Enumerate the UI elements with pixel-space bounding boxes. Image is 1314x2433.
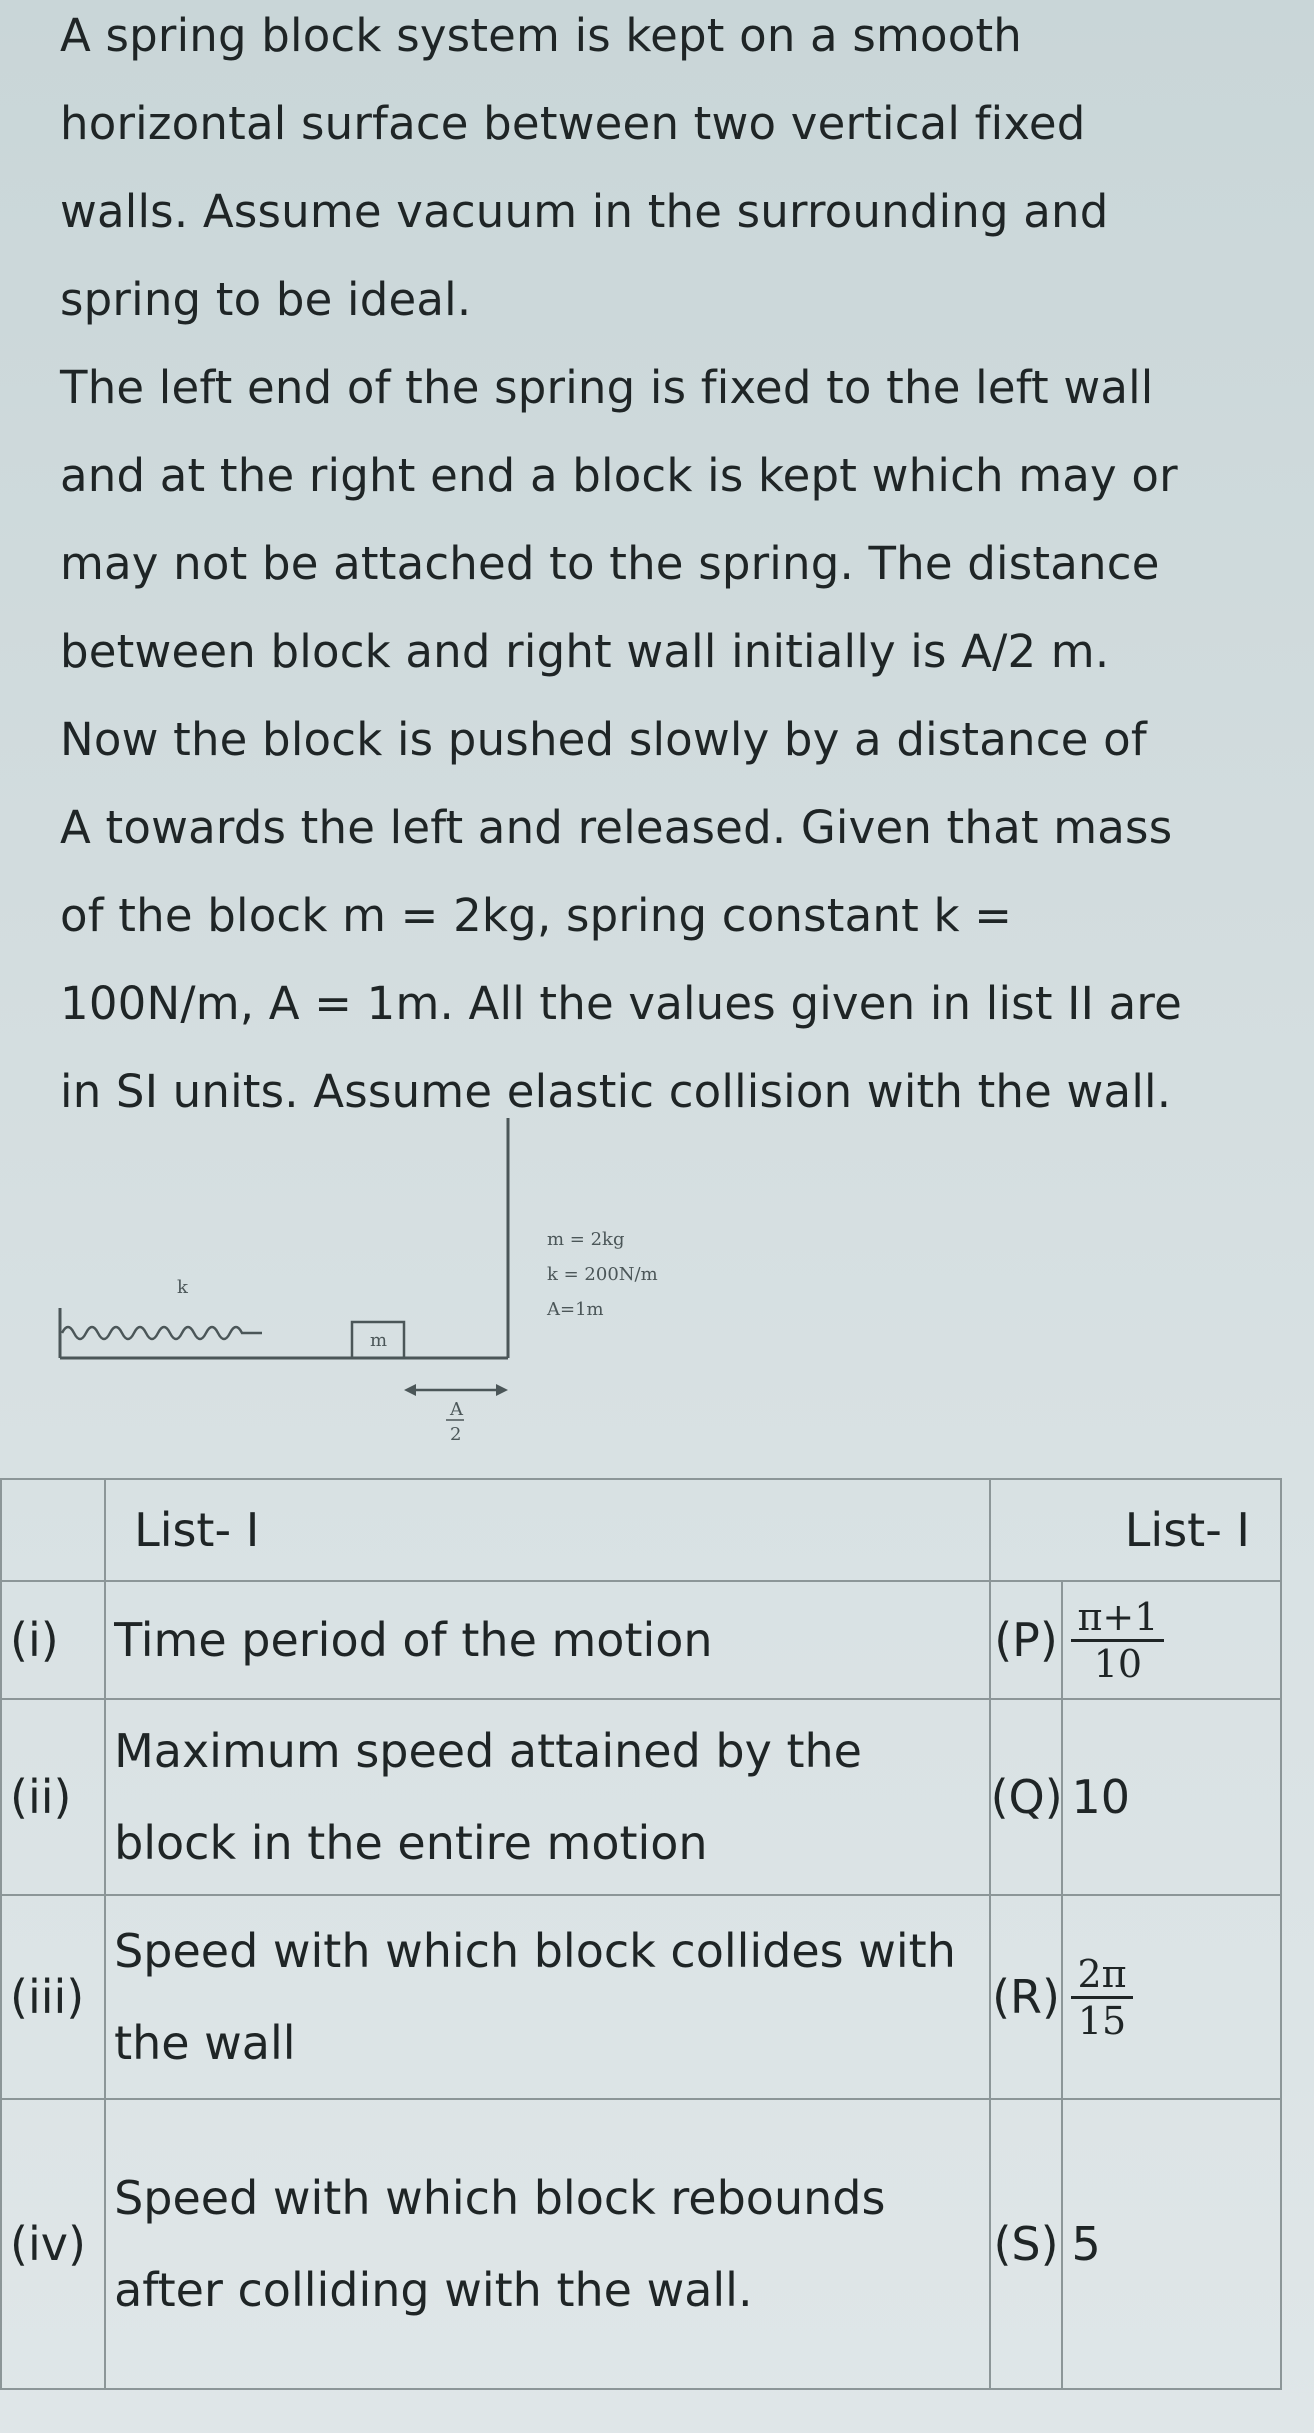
next-row-edge [0, 2395, 1314, 2433]
row-letter: (S) [990, 2099, 1063, 2389]
match-table [0, 1478, 1282, 2390]
table-row [1, 1581, 1281, 1699]
fraction-value [1071, 1952, 1132, 2043]
given-mass: m = 2kg [547, 1229, 625, 1250]
statement-line: spring to be ideal. [60, 273, 472, 326]
fraction-denominator: 10 [1093, 1641, 1143, 1686]
row-description: Maximum speed attained by the block in the entire motion [105, 1699, 990, 1895]
diagram-svg [52, 1108, 692, 1468]
fraction-numerator: 2π [1071, 1952, 1132, 1999]
distance-denominator: 2 [450, 1424, 462, 1445]
row-description: Speed with which block collides with the wall [105, 1895, 990, 2099]
statement-line: horizontal surface between two vertical fixed [60, 97, 1086, 150]
statement-line: A spring block system is kept on a smooth [60, 9, 1023, 62]
row-number: (ii) [1, 1699, 105, 1895]
statement-line: of the block m = 2kg, spring constant k = [60, 889, 1013, 942]
table-row [1, 2099, 1281, 2389]
spring-block-diagram [52, 1108, 692, 1468]
block-label: m [370, 1330, 388, 1351]
spring-label: k [177, 1277, 188, 1298]
given-spring-constant: k = 200N/m [547, 1264, 658, 1285]
row-letter: (R) [990, 1895, 1063, 2099]
row-value [1062, 1581, 1281, 1699]
spring [62, 1327, 262, 1339]
table-row [1, 1895, 1281, 2099]
fraction-denominator: 15 [1077, 1998, 1127, 2043]
arrow-left-head [404, 1384, 416, 1396]
row-description: Speed with which block rebounds after colliding with the wall. [105, 2099, 990, 2389]
row-value: 5 [1062, 2099, 1281, 2389]
header-list-1: List- I [105, 1479, 990, 1581]
table-row [1, 1699, 1281, 1895]
row-value [1062, 1895, 1281, 2099]
fraction-value [1071, 1595, 1164, 1686]
statement-line: may not be attached to the spring. The distance [60, 537, 1160, 590]
statement-line: 100N/m, A = 1m. All the values given in list II are [60, 977, 1182, 1030]
problem-statement [60, 0, 1290, 1136]
header-blank [1, 1479, 105, 1581]
statement-line: between block and right wall initially is A/2 m. [60, 625, 1110, 678]
distance-numerator: A [450, 1399, 463, 1420]
statement-line: The left end of the spring is fixed to the left wall [60, 361, 1154, 414]
header-list-2: List- I [990, 1479, 1281, 1581]
statement-line: and at the right end a block is kept which may or [60, 449, 1178, 502]
given-amplitude: A=1m [547, 1299, 604, 1320]
row-number: (iii) [1, 1895, 105, 2099]
fraction-numerator: π+1 [1071, 1595, 1164, 1642]
statement-line: Now the block is pushed slowly by a distance of [60, 713, 1147, 766]
row-letter: (Q) [990, 1699, 1063, 1895]
arrow-right-head [496, 1384, 508, 1396]
row-letter: (P) [990, 1581, 1063, 1699]
statement-line: walls. Assume vacuum in the surrounding and [60, 185, 1109, 238]
row-value: 10 [1062, 1699, 1281, 1895]
statement-line: A towards the left and released. Given that mass [60, 801, 1173, 854]
table-header-row [1, 1479, 1281, 1581]
row-description: Time period of the motion [105, 1581, 990, 1699]
statement-line: in SI units. Assume elastic collision with the wall. [60, 1065, 1172, 1118]
row-number: (i) [1, 1581, 105, 1699]
row-number: (iv) [1, 2099, 105, 2389]
